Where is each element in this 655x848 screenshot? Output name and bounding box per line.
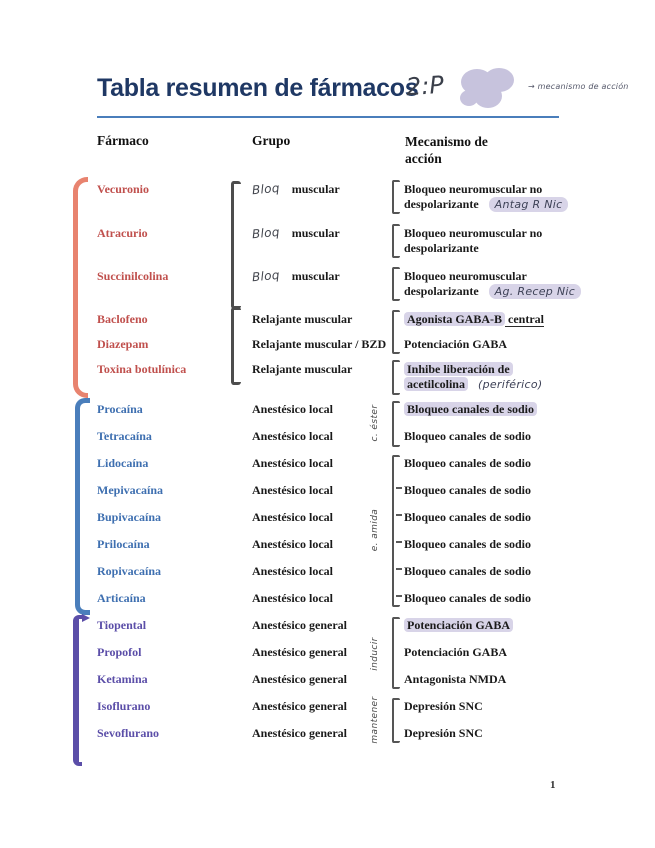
table-row [0,312,655,328]
drug-group [252,269,340,284]
drug-group [252,699,347,714]
drug-mechanism [404,362,543,392]
drug-name: Lidocaína [97,456,149,470]
drug-name: Atracurio [97,226,148,240]
drug-mechanism [404,402,537,417]
grupo-label: Relajante muscular [252,362,353,376]
mechanism-text: Bloqueo canales de sodio [404,402,537,416]
grupo-label: Relajante muscular [252,312,353,326]
drug-mechanism [404,591,531,606]
table-row [0,362,655,391]
drug-mechanism [404,226,542,256]
mechanism-line [404,429,531,444]
table-row [0,510,655,526]
drug-group [252,672,347,687]
drug-name: Ropivacaína [97,564,162,578]
drug-name: Tetracaína [97,429,152,443]
drug-name: Propofol [97,645,142,659]
drug-mechanism [404,429,531,444]
mechanism-line [404,456,531,471]
grupo-label: Anestésico general [252,699,347,713]
grupo-label: Anestésico local [252,591,333,605]
mechanism-line [404,510,531,525]
mechanism-text: despolarizante [404,241,479,255]
column-header-farmaco: Fármaco [97,133,149,148]
drug-mechanism [404,483,531,498]
mechanism-line [404,197,568,212]
mechanism-line [404,241,542,256]
grupo-label: Anestésico local [252,402,333,416]
drug-name: Tiopental [97,618,147,632]
drug-mechanism [404,564,531,579]
drug-group [252,182,340,197]
table-row [0,537,655,553]
table-row [0,672,655,688]
table-row [0,337,655,353]
table-row [0,645,655,661]
drug-mechanism [404,269,581,299]
page-title: Tabla resumen de fármacos [97,74,419,102]
page-number: 1 [550,779,556,791]
grupo-label: Anestésico general [252,726,347,740]
mechanism-text-tail: central [505,312,544,326]
drug-mechanism [404,337,507,352]
drug-group [252,483,333,498]
mechanism-text: Inhibe liberación de [404,362,513,376]
table-row [0,456,655,472]
column-header-grupo: Grupo [252,133,291,148]
drug-group [252,429,333,444]
grupo-bracket-bloqueantes [231,181,241,309]
grupo-label: Anestésico local [252,537,333,551]
handwritten-note: Ag. Recep Nic [489,284,581,299]
mechanism-line [404,269,581,284]
drug-name: Articaína [97,591,146,605]
mechanism-line [404,337,507,352]
mechanism-line [404,672,506,687]
mechanism-text: Bloqueo canales de sodio [404,483,532,497]
drug-name: Isoflurano [97,699,151,713]
handwritten-note: (periférico) [477,378,543,391]
mechanism-line [404,618,513,633]
drug-name: Bupivacaína [97,510,162,524]
inducir-label: inducir [370,637,380,671]
mantener-label: mantener [370,696,380,744]
table-row [0,402,655,418]
drug-group [252,645,347,660]
drug-mechanism [404,645,507,660]
mechanism-text: despolarizante [404,197,479,211]
mechanism-line [404,402,537,417]
mechanism-text: Depresión SNC [404,699,483,713]
grupo-label: Anestésico general [252,645,347,659]
mechanism-line [404,699,483,714]
grupo-label: muscular [291,226,340,240]
grupo-label: Anestésico local [252,429,333,443]
mechanism-text: acetilcolina [404,377,468,391]
drug-name: Toxina botulínica [97,362,187,376]
drug-group [252,337,386,352]
table-row [0,267,655,298]
drug-group [252,618,347,633]
drug-mechanism [404,672,506,687]
grupo-label: Anestésico local [252,510,333,524]
drug-name: Vecuronio [97,182,150,196]
mechanism-text: Potenciación GABA [404,645,507,659]
mechanism-text: Bloqueo neuromuscular no [404,226,543,240]
drug-name: Prilocaína [97,537,150,551]
drug-name: Baclofeno [97,312,148,326]
mechanism-text: Bloqueo canales de sodio [404,510,532,524]
drug-mechanism [404,456,531,471]
table-row [0,224,655,255]
mechanism-line [404,284,581,299]
mechanism-text: Bloqueo neuromuscular no [404,182,543,196]
drug-name: Sevoflurano [97,726,160,740]
grupo-label: Relajante muscular / BZD [252,337,387,351]
drug-group [252,226,340,241]
drug-name: Diazepam [97,337,149,351]
drug-group [252,362,352,377]
mechanism-text: Bloqueo canales de sodio [404,429,532,443]
mechanism-text: Bloqueo canales de sodio [404,537,532,551]
table-row [0,564,655,580]
table-row [0,591,655,607]
mechanism-text: Depresión SNC [404,726,483,740]
drug-mechanism [404,699,483,714]
drug-group [252,591,333,606]
amida-label: e. amida [370,508,380,552]
title-underline [97,116,559,118]
mechanism-text: Antagonista NMDA [404,672,507,686]
table-row [0,180,655,211]
drug-group [252,726,347,741]
column-header-mecanismo: Mecanismo de acción [405,134,488,166]
grupo-label: Anestésico local [252,483,333,497]
drug-mechanism [404,312,544,327]
drug-mechanism [404,618,513,633]
mechanism-line [404,537,531,552]
mechanism-text: Potenciación GABA [404,337,507,351]
grupo-handwritten: Bloq [251,180,281,198]
mechanism-line [404,483,531,498]
drug-name: Ketamina [97,672,148,686]
table-row [0,618,655,634]
mechanism-line [404,591,531,606]
handwritten-doodle: 2:P [405,70,445,102]
mechanism-line [404,182,568,197]
table-row [0,429,655,445]
drug-group [252,312,352,327]
handwritten-arrow-note: → mecanismo de acción [528,82,629,91]
drug-mechanism [404,510,531,525]
drug-mechanism [404,182,568,212]
drug-name: Mepivacaína [97,483,163,497]
mechanism-text: Bloqueo neuromuscular [404,269,527,283]
mechanism-line [404,362,543,377]
grupo-handwritten: Bloq [251,267,281,285]
drug-mechanism [404,537,531,552]
grupo-label: Anestésico general [252,618,347,632]
mechanism-line [404,226,542,241]
grupo-label: Anestésico local [252,564,333,578]
handwritten-note: Antag R Nic [489,197,569,212]
mechanism-line [404,726,483,741]
drug-group [252,564,333,579]
mechanism-line [404,564,531,579]
cloud-doodle-icon [455,66,523,112]
anestesicos-generales-bracket [73,615,82,766]
grupo-label: muscular [291,269,340,283]
drug-mechanism [404,726,483,741]
grupo-label: Anestésico general [252,672,347,686]
drug-group [252,402,333,417]
mechanism-text: Bloqueo canales de sodio [404,591,532,605]
drug-group [252,510,333,525]
table-row [0,483,655,499]
mechanism-text: Bloqueo canales de sodio [404,456,532,470]
mechanism-line [404,377,543,392]
grupo-label: muscular [291,182,340,196]
ester-label: c. éster [370,404,380,442]
mechanism-text: despolarizante [404,284,479,298]
table-row [0,699,655,715]
drug-name: Succinilcolina [97,269,169,283]
mechanism-line [404,645,507,660]
table-row [0,726,655,742]
grupo-handwritten: Bloq [251,224,281,242]
mechanism-text: Bloqueo canales de sodio [404,564,532,578]
drug-group [252,456,333,471]
drug-name: Procaína [97,402,143,416]
mechanism-text: Agonista GABA-B [404,312,505,326]
mechanism-text: Potenciación GABA [404,618,513,632]
grupo-label: Anestésico local [252,456,333,470]
mechanism-line [404,312,544,327]
drug-group [252,537,333,552]
